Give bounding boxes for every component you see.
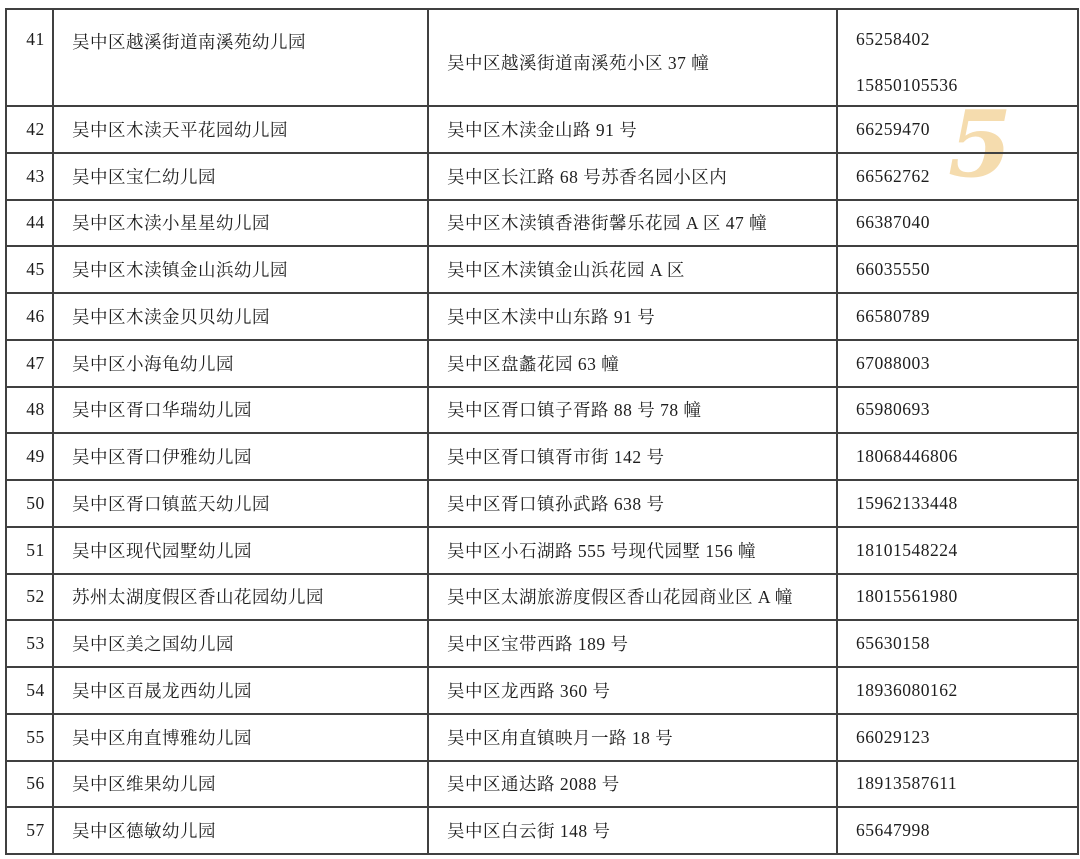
table-row (6, 667, 1078, 714)
kindergarten-name-cell: 吴中区木渎天平花园幼儿园 (53, 106, 428, 153)
phone-cell (837, 527, 1078, 574)
kindergarten-name-cell: 吴中区宝仁幼儿园 (53, 153, 428, 200)
phone-number: 66562762 (856, 165, 930, 186)
address-cell: 吴中区胥口镇子胥路 88 号 78 幢 (428, 387, 837, 434)
table-row (6, 620, 1078, 667)
phone-cell (837, 340, 1078, 387)
kindergarten-name-cell: 吴中区甪直博雅幼儿园 (53, 714, 428, 761)
row-number-cell: 56 (6, 761, 53, 808)
phone-cell (837, 620, 1078, 667)
phone-number: 18068446806 (856, 446, 958, 467)
table-row (6, 9, 1078, 106)
kindergarten-name-cell: 吴中区美之国幼儿园 (53, 620, 428, 667)
phone-cell (837, 480, 1078, 527)
row-number-cell: 50 (6, 480, 53, 527)
row-number-cell: 48 (6, 387, 53, 434)
table-row (6, 527, 1078, 574)
phone-cell (837, 293, 1078, 340)
address-cell: 吴中区龙西路 360 号 (428, 667, 837, 714)
row-number-cell: 45 (6, 246, 53, 293)
kindergarten-name-cell: 吴中区胥口镇蓝天幼儿园 (53, 480, 428, 527)
address-cell: 吴中区胥口镇胥市街 142 号 (428, 433, 837, 480)
phone-number: 15850105536 (856, 75, 958, 95)
kindergarten-name-cell: 吴中区德敏幼儿园 (53, 807, 428, 854)
phone-cell (837, 387, 1078, 434)
row-number-cell: 55 (6, 714, 53, 761)
kindergarten-name-cell: 吴中区维果幼儿园 (53, 761, 428, 808)
table-row (6, 761, 1078, 808)
phone-number: 65647998 (856, 820, 930, 841)
row-number-cell: 42 (6, 106, 53, 153)
row-number-cell: 51 (6, 527, 53, 574)
row-number-cell: 46 (6, 293, 53, 340)
phone-cell (837, 574, 1078, 621)
phone-cell (837, 807, 1078, 854)
address-cell: 吴中区通达路 2088 号 (428, 761, 837, 808)
phone-number: 18936080162 (856, 679, 958, 700)
row-number-cell: 47 (6, 340, 53, 387)
address-cell: 吴中区木渎镇香港街馨乐花园 A 区 47 幢 (428, 200, 837, 247)
table-row (6, 807, 1078, 854)
phone-number: 66580789 (856, 305, 930, 326)
phone-number: 67088003 (856, 352, 930, 373)
address-cell: 吴中区木渎金山路 91 号 (428, 106, 837, 153)
table-row (6, 387, 1078, 434)
phone-number: 18101548224 (856, 539, 958, 560)
phone-number: 66259470 (856, 118, 930, 139)
row-number-cell: 53 (6, 620, 53, 667)
row-number-cell: 43 (6, 153, 53, 200)
row-number-cell: 44 (6, 200, 53, 247)
address-cell: 吴中区甪直镇映月一路 18 号 (428, 714, 837, 761)
row-number-cell: 57 (6, 807, 53, 854)
phone-number: 66387040 (856, 212, 930, 233)
page-number-watermark: 5 (948, 90, 1013, 198)
table-row (6, 340, 1078, 387)
kindergarten-name-cell: 吴中区胥口华瑞幼儿园 (53, 387, 428, 434)
kindergarten-name-cell: 吴中区木渎小星星幼儿园 (53, 200, 428, 247)
row-number-cell: 54 (6, 667, 53, 714)
phone-cell (837, 153, 1078, 200)
address-cell: 吴中区胥口镇孙武路 638 号 (428, 480, 837, 527)
phone-number: 18015561980 (856, 586, 958, 607)
kindergarten-name-cell: 苏州太湖度假区香山花园幼儿园 (53, 574, 428, 621)
kindergarten-name-cell: 吴中区木渎金贝贝幼儿园 (53, 293, 428, 340)
phone-cell (837, 667, 1078, 714)
address-cell: 吴中区太湖旅游度假区香山花园商业区 A 幢 (428, 574, 837, 621)
phone-number: 65630158 (856, 633, 930, 654)
kindergarten-name-cell: 吴中区木渎镇金山浜幼儿园 (53, 246, 428, 293)
phone-cell (837, 714, 1078, 761)
address-cell: 吴中区长江路 68 号苏香名园小区内 (428, 153, 837, 200)
table-row (6, 153, 1078, 200)
kindergarten-table (5, 8, 1079, 855)
phone-cell (837, 200, 1078, 247)
phone-cell (837, 246, 1078, 293)
kindergarten-name-cell: 吴中区现代园墅幼儿园 (53, 527, 428, 574)
phone-cell (837, 106, 1078, 153)
phone-cell (837, 761, 1078, 808)
kindergarten-name-cell: 吴中区胥口伊雅幼儿园 (53, 433, 428, 480)
address-cell: 吴中区越溪街道南溪苑小区 37 幢 (428, 9, 837, 106)
table-row (6, 200, 1078, 247)
table-row (6, 293, 1078, 340)
phone-number: 65980693 (856, 399, 930, 420)
table-row (6, 246, 1078, 293)
phone-number: 15962133448 (856, 492, 958, 513)
kindergarten-name-cell: 吴中区越溪街道南溪苑幼儿园 (53, 9, 428, 106)
table-row (6, 433, 1078, 480)
phone-number: 66029123 (856, 726, 930, 747)
row-number-cell: 52 (6, 574, 53, 621)
table-row (6, 574, 1078, 621)
phone-number: 66035550 (856, 259, 930, 280)
row-number-cell: 41 (6, 9, 53, 106)
address-cell: 吴中区白云街 148 号 (428, 807, 837, 854)
phone-number: 65258402 (856, 29, 930, 49)
table-row (6, 714, 1078, 761)
table-row (6, 480, 1078, 527)
phone-cell (837, 433, 1078, 480)
row-number-cell: 49 (6, 433, 53, 480)
phone-cell (837, 9, 1078, 106)
table-body (6, 9, 1078, 854)
address-cell: 吴中区小石湖路 555 号现代园墅 156 幢 (428, 527, 837, 574)
address-cell: 吴中区木渎中山东路 91 号 (428, 293, 837, 340)
address-cell: 吴中区盘蠡花园 63 幢 (428, 340, 837, 387)
kindergarten-name-cell: 吴中区百晟龙西幼儿园 (53, 667, 428, 714)
table-row (6, 106, 1078, 153)
address-cell: 吴中区宝带西路 189 号 (428, 620, 837, 667)
phone-number: 18913587611 (856, 773, 958, 794)
address-cell: 吴中区木渎镇金山浜花园 A 区 (428, 246, 837, 293)
kindergarten-name-cell: 吴中区小海龟幼儿园 (53, 340, 428, 387)
